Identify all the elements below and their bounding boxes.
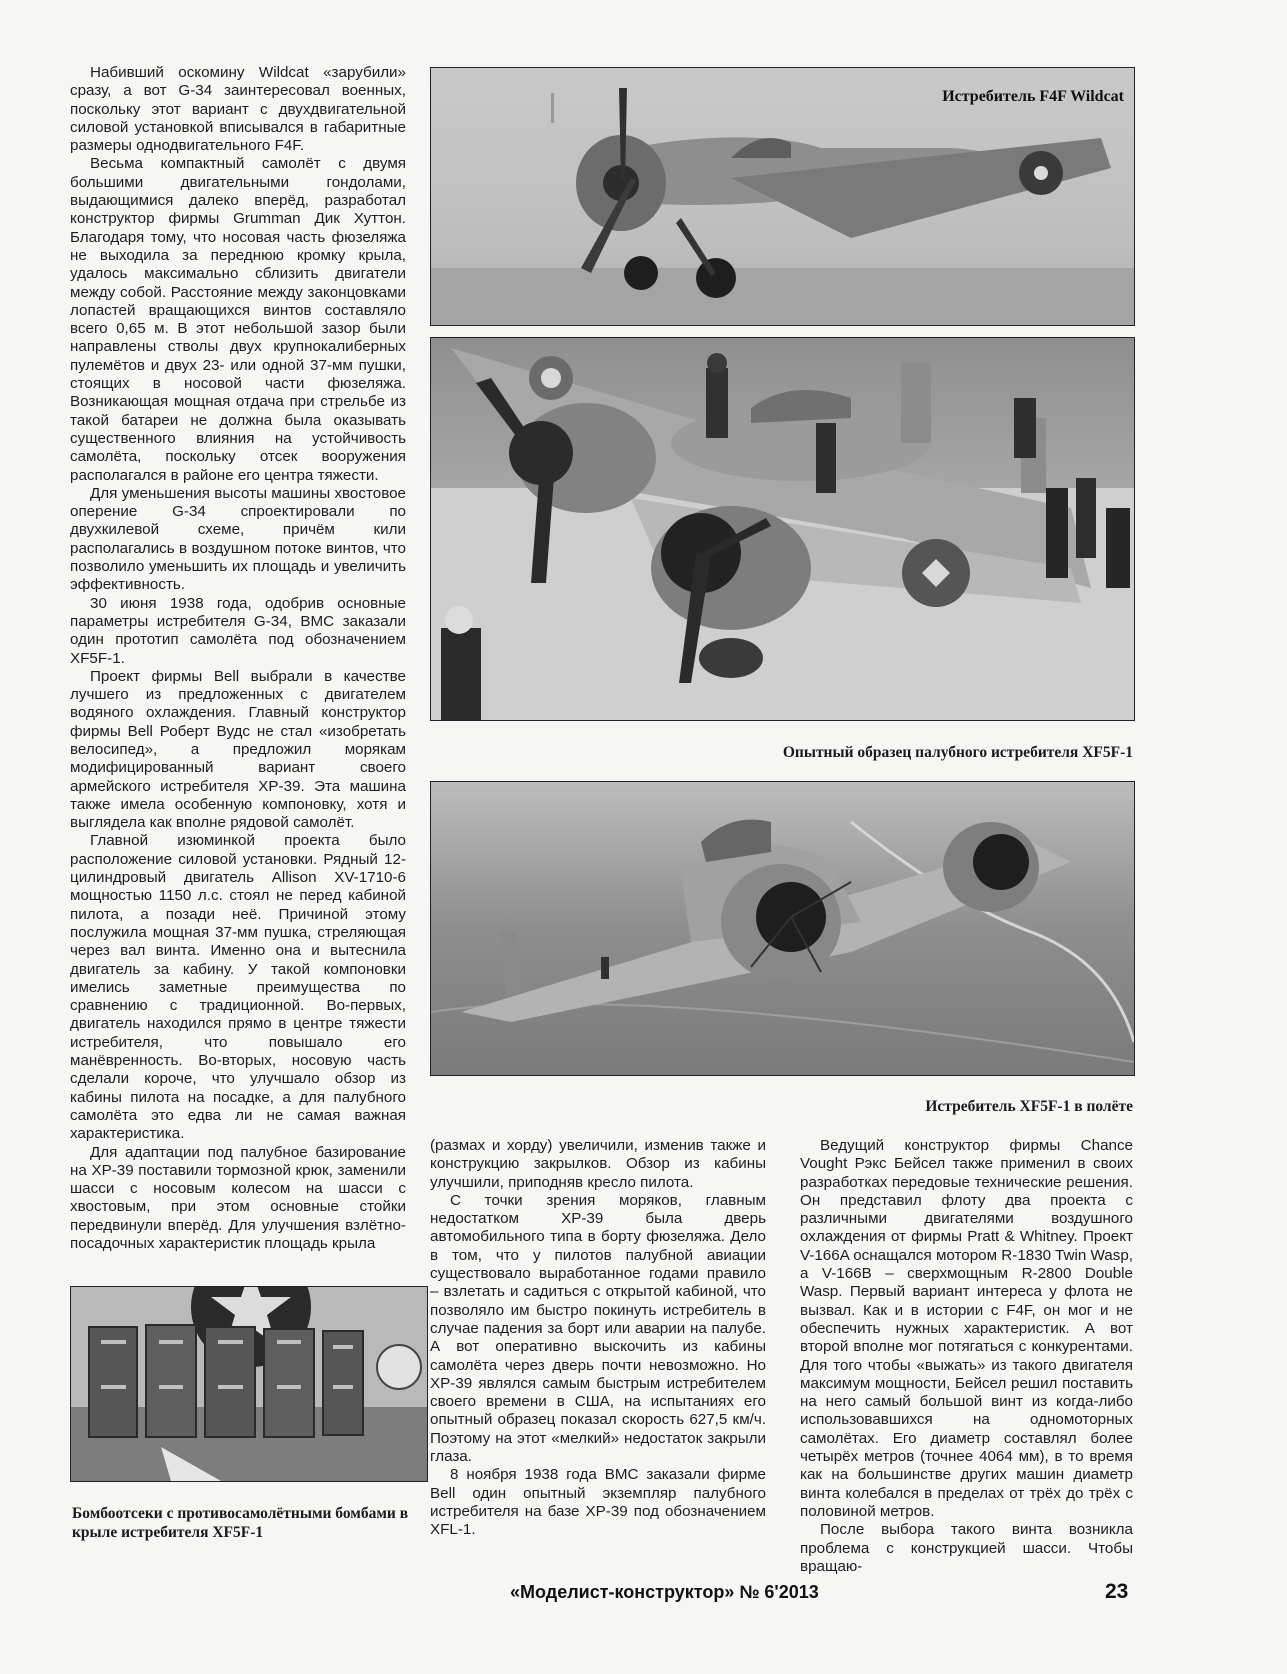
wildcat-caption: Истребитель F4F Wildcat (942, 88, 1124, 105)
xf5f-flight-photo (430, 781, 1135, 1076)
page-number: 23 (1105, 1580, 1129, 1603)
paragraph: 8 ноября 1938 года ВМС заказали фирме Bell один опытный экземпляр палубного истребителя на базе ХР-39 под обозначением XFL-1. (430, 1466, 766, 1539)
wildcat-photo (430, 67, 1135, 326)
paragraph: (размах и хорду) увеличили, изменив также и конструкцию закрылков. Обзор из кабины улучшили, приподняв кресло пилота. (430, 1137, 766, 1191)
paragraph: С точки зрения моряков, главным недостатком ХР-39 была дверь автомобильного типа в борту фюзеляжа. Дело в том, что у пилотов палубной авиации существовало выработанное годами правило – взлетать и садиться с открытой кабиной, что позволяло им быстро покинуть истребитель в случае падения за борт или аварии на палубе. А вот оперативно выскочить из кабины самолёта через дверь почти невозможно. Но ХР-39 являлся самым быстрым истребителем своего времени в США, на испытаниях его опытный образец показал скорость 627,5 км/ч. Поэтому на этот «мелкий» недостаток закрыли глаза. (430, 1191, 766, 1466)
paragraph: Для адаптации под палубное базирование на ХР-39 поставили тормозной крюк, заменили шасси с носовым колесом на шасси с хвостовым, при этом основные стойки передвинули вперёд. Для улучшения взлётно-посадочных характеристик площадь крыла (70, 1143, 406, 1252)
paragraph: Проект фирмы Bell выбрали в качестве лучшего из предложенных с двигателем водяного охлаждения. Главный конструктор фирмы Bell Роберт Вудс не стал «изобретать велосипед», а предложил морякам модифицированный вариант своего армейского истребителя ХР-39. Эта машина также имела особенную компоновку, хотя и выглядела как вполне рядовой самолёт. (70, 667, 406, 832)
paragraph: После выбора такого винта возникла проблема с конструкцией шасси. Чтобы вращаю- (800, 1521, 1133, 1575)
bomb-bays-caption: Бомбоотсеки с противосамолётными бомбами в крыле истребителя XF5F-1 (72, 1505, 409, 1541)
paragraph: 30 июня 1938 года, одобрив основные параметры истребителя G-34, ВМС заказали один прототип самолёта под обозначением XF5F-1. (70, 594, 406, 667)
paragraph: Набивший оскомину Wildcat «зарубили» сразу, а вот G-34 заинтересовал военных, поскольку этот вариант с двухдвигательной силовой установкой вписывался в габаритные размеры однодвигательного F4F. (70, 64, 406, 155)
paragraph: Ведущий конструктор фирмы Chance Vought Рэкс Бейсел также применил в своих разработках передовые технические решения. Он представил флоту два проекта с различными двигателями воздушного охлаждения от фирмы Pratt & Whitney. Проект V-166A оснащался мотором R-1830 Twin Wasp, а V-166B – сверхмощным R-2800 Double Wasp. Первый вариант интереса у флота не вызвал. Как и в истории с F4F, он мог и не обеспечить нужных характеристик. А вот второй вполне мог потягаться с конкурентами. Для того чтобы «выжать» из такого двигателя максимум мощности, Бейсел решил поставить на него самый большой винт из когда-либо использовавшихся на одномоторных самолётах. Его диаметр составлял более четырёх метров (точнее 4064 мм), в то время как на большинстве других машин диаметр винта колебался в пределах от трёх до трёх с половиной метров. (800, 1137, 1133, 1520)
magazine-footer: «Моделист-конструктор» № 6'2013 (510, 1582, 819, 1602)
right-text-column (800, 1137, 1133, 1576)
xf5f-flight-caption: Истребитель XF5F-1 в полёте (925, 1098, 1133, 1115)
xf5f-ground-caption: Опытный образец палубного истребителя XF5F-1 (782, 744, 1133, 761)
middle-text-column (430, 1137, 766, 1540)
bomb-bays-image (71, 1287, 427, 1481)
xf5f-ground-image (431, 338, 1134, 720)
paragraph: Для уменьшения высоты машины хвостовое оперение G-34 спроектировали по двухкилевой схеме, причём кили располагались в воздушном потоке винтов, что позволило уменьшить их площадь и увеличить эффективность. (70, 484, 406, 594)
left-text-column (70, 64, 406, 1253)
wildcat-aircraft-image (431, 68, 1134, 325)
xf5f-flight-image (431, 782, 1134, 1075)
bomb-bays-photo (70, 1286, 428, 1482)
xf5f-ground-photo (430, 337, 1135, 721)
paragraph: Главной изюминкой проекта было расположение силовой установки. Рядный 12-цилиндровый двигатель Allison XV-1710-6 мощностью 1150 л.с. стоял не перед кабиной пилота, а позади неё. Причиной этому послужила мощная 37-мм пушка, стреляющая через вал винта. Именно она и вытеснила двигатель за кабину. У такой компоновки имелись заметные преимущества по сравнению с традиционной. Во-первых, двигатель находился прямо в центре тяжести истребителя, что повышало его манёвренность. Во-вторых, носовую часть сделали короче, что улучшало обзор из кабины пилота на посадке, а для палубного самолёта это едва ли не самая важная характеристика. (70, 832, 406, 1143)
paragraph: Весьма компактный самолёт с двумя большими двигательными гондолами, выдающимися далеко вперёд, разработал конструктор фирмы Grumman Дик Хуттон. Благодаря тому, что носовая часть фюзеляжа не выходила за переднюю кромку крыла, удалось максимально сблизить двигатели между собой. Расстояние между законцовками лопастей вращающихся винтов составляло всего 0,65 м. В этот небольшой зазор были направлены стволы двух крупнокалиберных пулемётов и двух 23- или одной 37-мм пушки, стоящих в носовой части фюзеляжа. Возникающая мощная отдача при стрельбе из такой батареи не должна была оказывать существенного влияния на устойчивость самолёта, поскольку отсек вооружения располагался в районе его центра тяжести. (70, 155, 406, 484)
